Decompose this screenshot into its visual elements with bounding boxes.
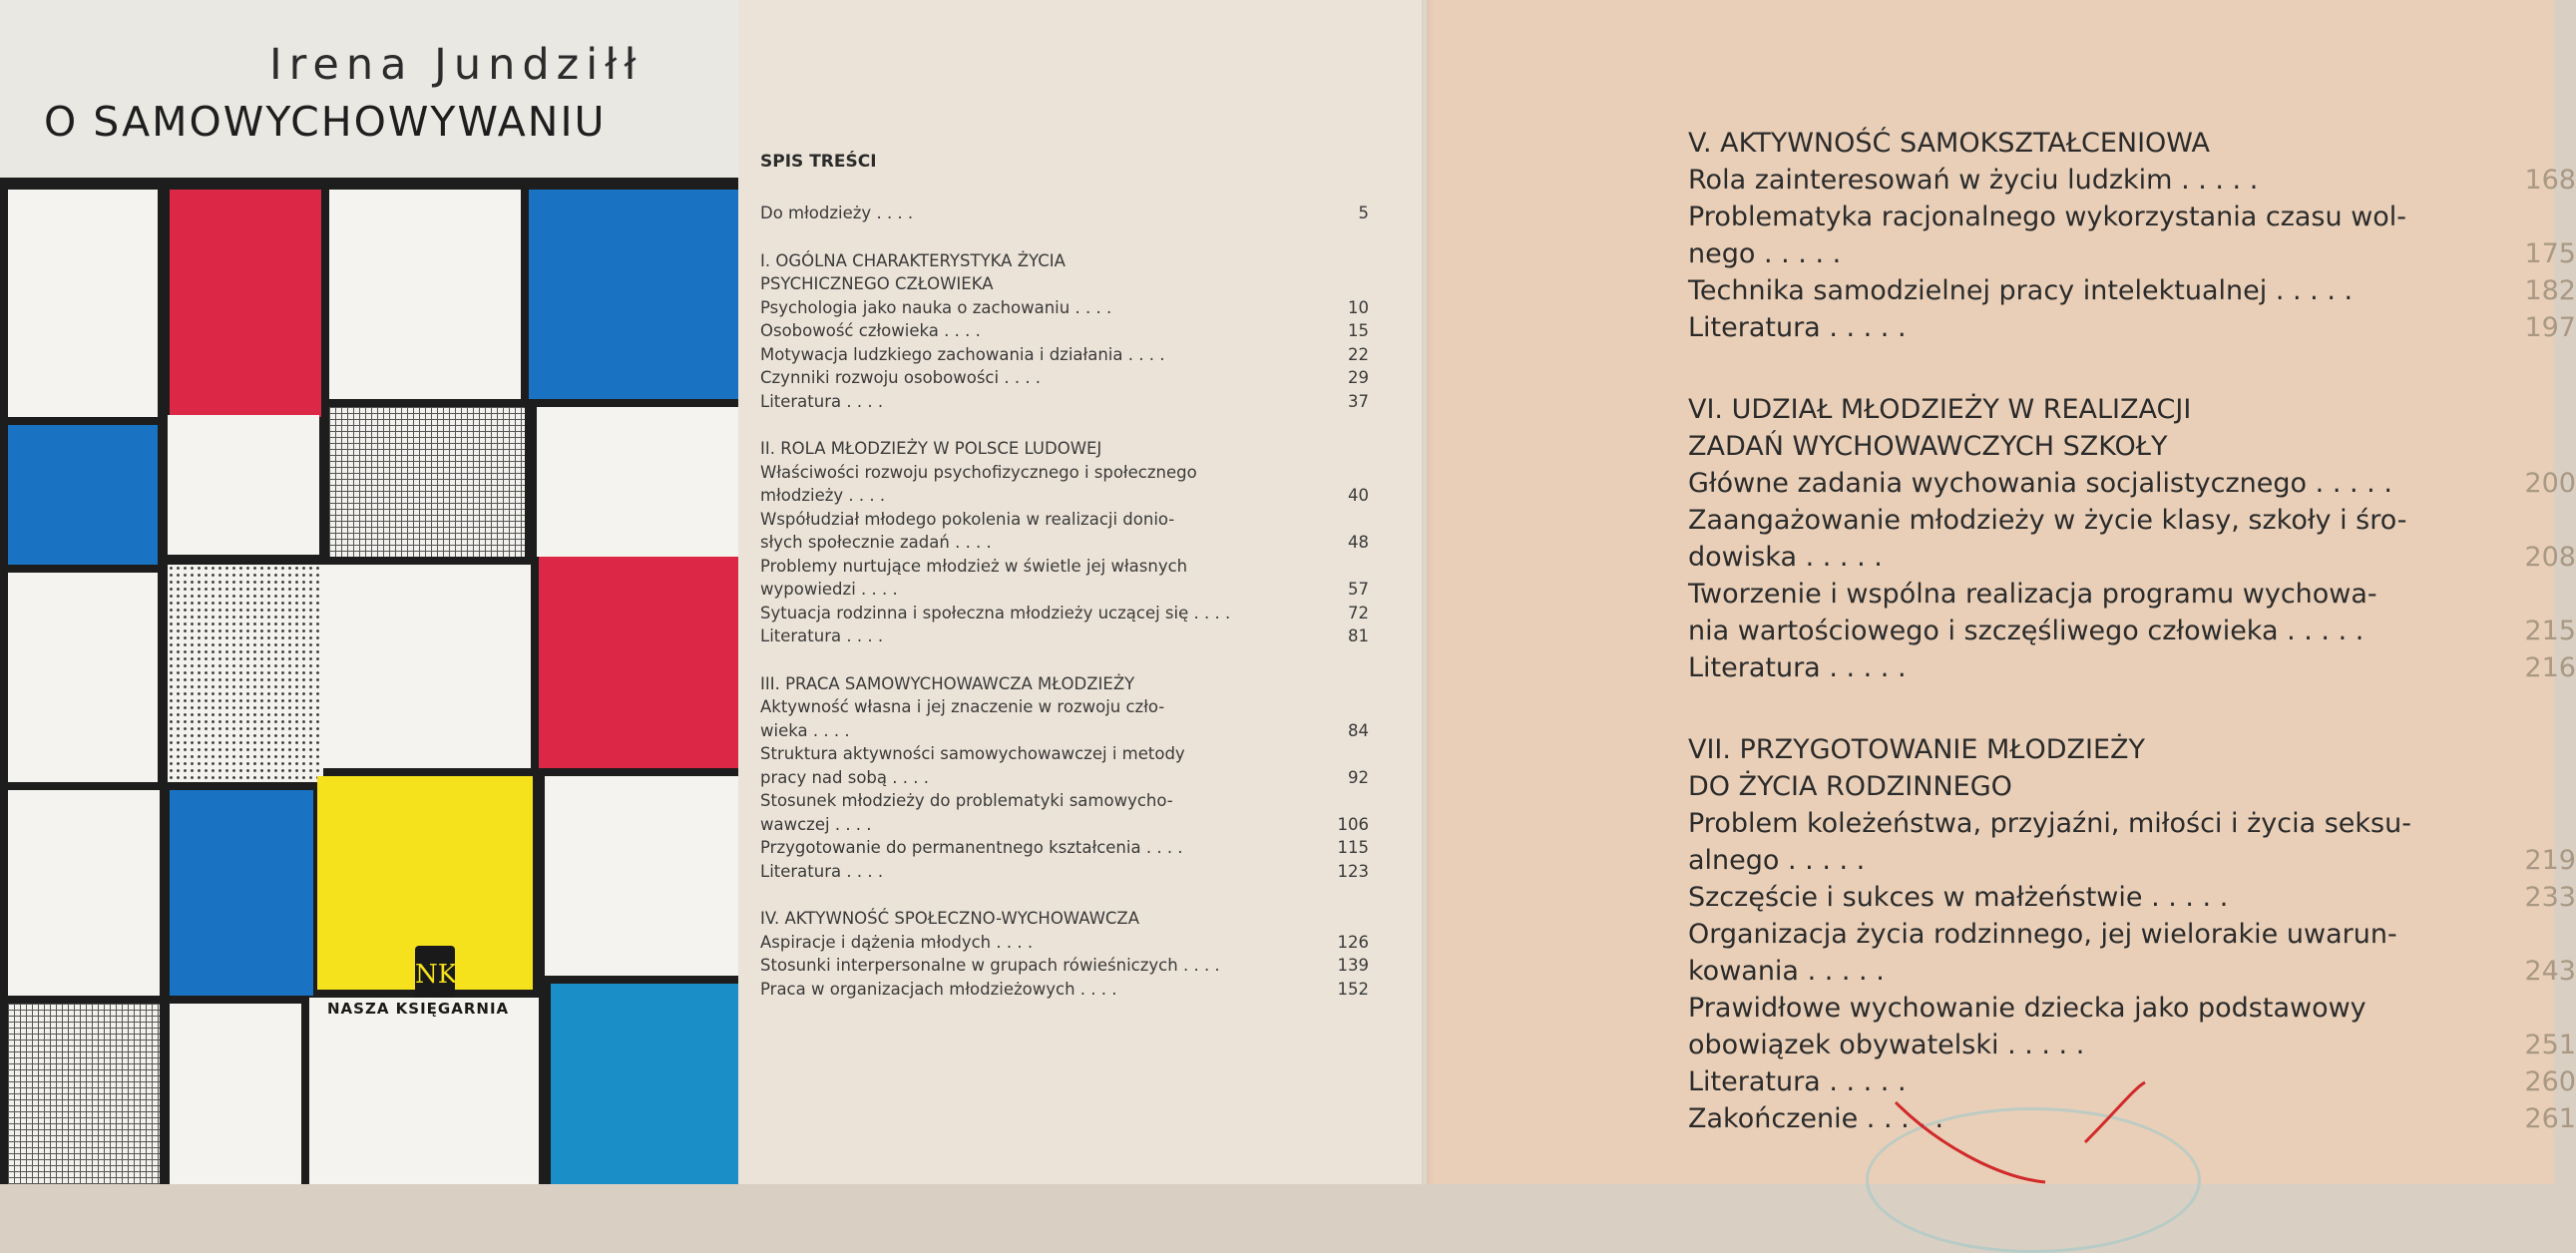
toc-page-number: 261 xyxy=(2524,1103,2576,1134)
toc-page-number: 72 xyxy=(1348,603,1369,623)
toc-entry-label: III. PRACA SAMOWYCHOWAWCZA MŁODZIEŻY xyxy=(760,673,1135,693)
toc-page-number: 40 xyxy=(1348,486,1369,505)
toc-page-number: 219 xyxy=(2524,845,2576,876)
toc-entry-label: alnego xyxy=(1688,845,1780,876)
toc-entry-label: Współudział młodego pokolenia w realizacji donio- xyxy=(760,509,1175,529)
toc-leader-dots: . . . . . xyxy=(1820,652,1907,683)
toc-entry-label: Literatura xyxy=(760,391,842,411)
toc-entry-label: Literatura xyxy=(760,861,842,881)
toc-entry xyxy=(760,625,1369,648)
toc-entry-label: Technika samodzielnej pracy intelektualnej xyxy=(1688,275,2268,306)
toc-entry xyxy=(760,461,1359,485)
cover-mondrian-grid xyxy=(0,178,738,1184)
toc-leader-dots: . . . . xyxy=(841,626,884,645)
toc-page-left xyxy=(738,0,1427,1184)
toc-entry xyxy=(1688,879,2576,916)
page-gutter-shadow xyxy=(1422,0,1434,1184)
toc-section-heading xyxy=(1688,125,2486,162)
toc-entry-label: Problem koleżeństwa, przyjaźni, miłości i życia seksu- xyxy=(1688,808,2411,839)
toc-leader-dots: . . . . xyxy=(887,767,929,787)
toc-entry-label: Problemy nurtujące młodzież w świetle jej własnych xyxy=(760,556,1188,576)
toc-page-number: 168 xyxy=(2524,165,2576,196)
toc-leader-dots: . . . . xyxy=(1177,956,1220,975)
toc-page-number: 115 xyxy=(1337,838,1369,857)
toc-entry-label: Główne zadania wychowania socjalistycznego xyxy=(1688,468,2308,499)
toc-entry xyxy=(1688,649,2576,686)
toc-entry-label: wypowiedzi xyxy=(760,580,856,599)
toc-leader-dots: . . . . . xyxy=(1820,1066,1907,1097)
toc-leader-dots: . . . . xyxy=(841,861,884,881)
toc-entry-label: PSYCHICZNEGO CZŁOWIEKA xyxy=(760,274,994,293)
toc-leader-dots: . . . . . xyxy=(1798,956,1885,987)
toc-leader-dots: . . . . . xyxy=(1797,542,1883,573)
toc-entry-label: kowania xyxy=(1688,956,1799,987)
toc-entry xyxy=(1688,613,2576,649)
toc-entry-label: Literatura xyxy=(1688,1066,1821,1097)
toc-entry-label: Literatura xyxy=(1688,652,1821,683)
toc-entry xyxy=(760,578,1369,602)
toc-page-number: 251 xyxy=(2524,1030,2576,1060)
toc-section-heading xyxy=(760,907,1359,931)
toc-entry xyxy=(1688,842,2576,879)
toc-section-heading xyxy=(1688,768,2486,805)
toc-section-heading xyxy=(1688,731,2486,768)
toc-leader-dots: . . . . xyxy=(999,368,1042,387)
toc-entry-label: II. ROLA MŁODZIEŻY W POLSCE LUDOWEJ xyxy=(760,439,1102,458)
toc-entry-label: Właściwości rozwoju psychofizycznego i społecznego xyxy=(760,462,1197,482)
toc-leader-dots: . . . . xyxy=(841,391,884,411)
toc-entry xyxy=(1688,309,2576,346)
toc-entry-label: pracy nad sobą xyxy=(760,767,888,787)
toc-leader-dots: . . . . xyxy=(871,204,914,222)
toc-leader-dots: . . . . . xyxy=(2142,882,2229,913)
toc-leader-dots: . . . . xyxy=(807,720,850,740)
toc-entry-label: Czynniki rozwoju osobowości xyxy=(760,368,1000,387)
toc-title: SPIS TREŚCI xyxy=(760,152,877,172)
toc-page-number: 208 xyxy=(2524,542,2576,573)
toc-section-heading xyxy=(1688,391,2486,428)
toc-entry xyxy=(760,766,1369,790)
toc-leader-dots: . . . . . xyxy=(1820,312,1907,343)
toc-entry-label: nego xyxy=(1688,238,1756,269)
toc-entry-label: Do młodzieży xyxy=(760,204,872,222)
toc-page-number: 29 xyxy=(1348,368,1369,387)
toc-entry-label: VI. UDZIAŁ MŁODZIEŻY W REALIZACJI xyxy=(1688,394,2192,425)
toc-entry-label: obowiązek obywatelski xyxy=(1688,1030,1999,1060)
toc-leader-dots: . . . . . xyxy=(2267,275,2354,306)
toc-page-number: 215 xyxy=(2524,616,2576,646)
toc-entry xyxy=(760,742,1359,766)
toc-leader-dots: . . . . . xyxy=(2172,165,2259,196)
red-pen-mark xyxy=(1876,1082,2275,1184)
toc-entry xyxy=(760,836,1369,860)
toc-page-number: 200 xyxy=(2524,468,2576,499)
toc-entry xyxy=(1688,162,2576,199)
toc-entry xyxy=(760,719,1369,743)
toc-leader-dots: . . . . xyxy=(843,486,886,505)
toc-entry-label: Tworzenie i wspólna realizacja programu wychowa- xyxy=(1688,579,2377,610)
toc-page-number: 126 xyxy=(1337,932,1369,952)
toc-leader-dots: . . . . xyxy=(949,533,992,552)
toc-page-number: 216 xyxy=(2524,652,2576,683)
toc-entry-label: Szczęście i sukces w małżeństwie xyxy=(1688,882,2143,913)
toc-entry xyxy=(760,202,1369,225)
toc-entry-label: Struktura aktywności samowychowawczej i metody xyxy=(760,744,1185,763)
toc-entry xyxy=(760,343,1369,367)
toc-entry xyxy=(1688,953,2576,990)
toc-entry-label: ZADAŃ WYCHOWAWCZYCH SZKOŁY xyxy=(1688,431,2168,462)
toc-page-number: 233 xyxy=(2524,882,2576,913)
toc-section-heading xyxy=(760,272,1359,296)
toc-entry-label: Osobowość człowieka xyxy=(760,321,939,340)
cover-publisher: NASZA KSIĘGARNIA xyxy=(327,1000,510,1018)
toc-page-number: 139 xyxy=(1337,956,1369,975)
toc-entry-label: V. AKTYWNOŚĆ SAMOKSZTAŁCENIOWA xyxy=(1688,128,2210,159)
toc-entry-label: Organizacja życia rodzinnego, jej wielorakie uwarun- xyxy=(1688,919,2397,950)
toc-entry xyxy=(1688,502,2486,539)
toc-entry xyxy=(760,296,1369,320)
toc-entry-label: Literatura xyxy=(1688,312,1821,343)
toc-page-number: 260 xyxy=(2524,1066,2576,1097)
toc-page-number: 5 xyxy=(1358,204,1369,222)
toc-entry xyxy=(1688,539,2576,576)
toc-leader-dots: . . . . . xyxy=(1998,1030,2085,1060)
toc-page-number: 92 xyxy=(1348,767,1369,787)
toc-leader-dots: . . . . . xyxy=(1779,845,1866,876)
toc-entry xyxy=(760,366,1369,390)
toc-entry-label: Problematyka racjonalnego wykorzystania czasu wol- xyxy=(1688,202,2407,232)
toc-list-right xyxy=(1688,125,2576,1137)
toc-entry-label: Literatura xyxy=(760,626,842,645)
toc-entry-label: Sytuacja rodzinna i społeczna młodzieży uczącej się xyxy=(760,603,1189,623)
cover-yellow-block xyxy=(317,776,533,990)
toc-entry xyxy=(1688,576,2486,613)
toc-section-heading xyxy=(760,249,1359,273)
toc-entry-label: Aktywność własna i jej znaczenie w rozwoju czło- xyxy=(760,697,1165,716)
toc-page-number: 10 xyxy=(1348,297,1369,317)
toc-page-number: 48 xyxy=(1348,533,1369,552)
toc-page-number: 106 xyxy=(1337,814,1369,834)
toc-leader-dots: . . . . xyxy=(1122,344,1165,364)
toc-leader-dots: . . . . . xyxy=(1755,238,1842,269)
toc-entry-label: nia wartościowego i szczęśliwego człowieka xyxy=(1688,616,2279,646)
toc-page-number: 123 xyxy=(1337,861,1369,881)
toc-leader-dots: . . . . . xyxy=(2307,468,2392,499)
toc-list-left xyxy=(760,202,1369,1001)
toc-entry-label: Prawidłowe wychowanie dziecka jako podstawowy xyxy=(1688,993,2366,1024)
toc-page-number: 84 xyxy=(1348,720,1369,740)
toc-entry xyxy=(760,813,1369,837)
toc-entry-label: IV. AKTYWNOŚĆ SPOŁECZNO-WYCHOWAWCZA xyxy=(760,909,1140,928)
toc-leader-dots: . . . . xyxy=(1070,297,1112,317)
toc-leader-dots: . . . . . xyxy=(1858,1103,1944,1134)
toc-page-number: 182 xyxy=(2524,275,2576,306)
toc-entry-label: Aspiracje i dążenia młodych xyxy=(760,932,992,952)
publisher-logo: NK xyxy=(415,946,455,1004)
toc-entry xyxy=(760,319,1369,343)
toc-entry xyxy=(1688,805,2486,842)
toc-entry-label: Zaangażowanie młodzieży w życie klasy, szkoły i śro- xyxy=(1688,505,2407,536)
toc-page-number: 22 xyxy=(1348,344,1369,364)
toc-page-number: 175 xyxy=(2524,238,2576,269)
toc-leader-dots: . . . . xyxy=(938,321,981,340)
toc-entry-label: słych społecznie zadań xyxy=(760,533,950,552)
toc-leader-dots: . . . . xyxy=(855,580,898,599)
toc-entry xyxy=(760,508,1359,532)
toc-entry xyxy=(760,484,1369,508)
toc-entry xyxy=(760,860,1369,884)
toc-entry-label: I. OGÓLNA CHARAKTERYSTYKA ŻYCIA xyxy=(760,250,1066,270)
toc-leader-dots: . . . . xyxy=(1074,979,1117,999)
toc-entry-label: wawczej xyxy=(760,814,830,834)
toc-leader-dots: . . . . xyxy=(829,814,872,834)
toc-entry xyxy=(1688,199,2486,235)
toc-page-number: 152 xyxy=(1337,979,1369,999)
toc-leader-dots: . . . . xyxy=(1188,603,1231,623)
toc-leader-dots: . . . . xyxy=(991,932,1034,952)
cover-author: Irena Jundziłł xyxy=(269,40,644,90)
toc-entry-label: DO ŻYCIA RODZINNEGO xyxy=(1688,771,2012,802)
toc-leader-dots: . . . . xyxy=(1140,838,1183,857)
book-cover xyxy=(0,0,738,1184)
toc-page-number: 37 xyxy=(1348,391,1369,411)
toc-entry-label: Stosunek młodzieży do problematyki samowycho- xyxy=(760,791,1173,810)
toc-entry xyxy=(1688,990,2486,1027)
toc-entry xyxy=(1688,1027,2576,1063)
toc-page-number: 81 xyxy=(1348,626,1369,645)
toc-entry xyxy=(760,390,1369,414)
toc-section-heading xyxy=(760,672,1359,696)
toc-entry-label: młodzieży xyxy=(760,486,844,505)
toc-entry xyxy=(760,531,1369,555)
toc-entry-label: Motywacja ludzkiego zachowania i działania xyxy=(760,344,1123,364)
toc-entry xyxy=(760,695,1359,719)
toc-entry xyxy=(760,789,1359,813)
toc-section-heading xyxy=(1688,428,2486,465)
toc-entry xyxy=(1688,272,2576,309)
toc-page-number: 57 xyxy=(1348,580,1369,599)
toc-leader-dots: . . . . . xyxy=(2278,616,2364,646)
toc-entry xyxy=(760,602,1369,626)
toc-entry-label: VII. PRZYGOTOWANIE MŁODZIEŻY xyxy=(1688,734,2146,765)
toc-entry-label: dowiska xyxy=(1688,542,1798,573)
toc-section-heading xyxy=(760,437,1359,461)
toc-entry-label: Psychologia jako nauka o zachowaniu xyxy=(760,297,1071,317)
toc-entry-label: Stosunki interpersonalne w grupach rówieśniczych xyxy=(760,956,1178,975)
toc-page-number: 243 xyxy=(2524,956,2576,987)
toc-entry-label: Przygotowanie do permanentnego kształcenia xyxy=(760,838,1141,857)
toc-entry xyxy=(760,555,1359,579)
toc-entry xyxy=(760,954,1369,978)
toc-entry-label: wieka xyxy=(760,720,808,740)
toc-entry-label: Rola zainteresowań w życiu ludzkim xyxy=(1688,165,2173,196)
toc-entry-label: Praca w organizacjach młodzieżowych xyxy=(760,979,1075,999)
toc-entry-label: Zakończenie xyxy=(1688,1103,1859,1134)
cover-title: O SAMOWYCHOWYWANIU xyxy=(44,98,607,146)
toc-entry xyxy=(760,978,1369,1002)
toc-page-number: 197 xyxy=(2524,312,2576,343)
toc-page-number: 15 xyxy=(1348,321,1369,340)
toc-entry xyxy=(760,931,1369,955)
toc-entry xyxy=(1688,235,2576,272)
toc-entry xyxy=(1688,916,2486,953)
toc-entry xyxy=(1688,465,2576,502)
toc-page-right xyxy=(1427,0,2576,1184)
